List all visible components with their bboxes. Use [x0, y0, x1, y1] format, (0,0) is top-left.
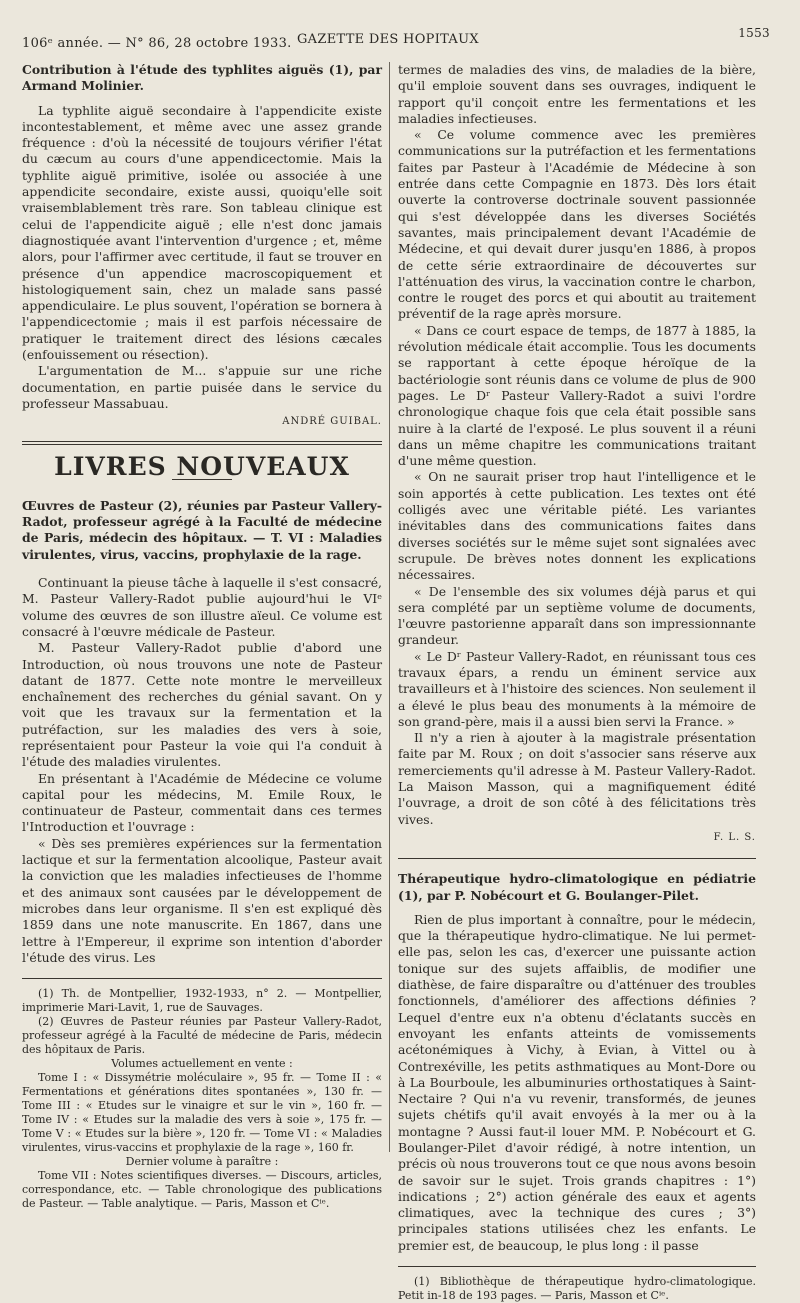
footnotes [22, 987, 382, 1211]
footnote: Tome VII : Notes scientifiques diverses. — Discours, articles, correspondance, etc. — Table chronologique des publications de Pasteur. — Table analytique. — Paris, Masson et Cⁱᵉ. [22, 1169, 382, 1211]
article-signature: F. L. S. [713, 831, 756, 843]
article-paragraph: Continuant la pieuse tâche à laquelle il s'est consacré, M. Pasteur Vallery-Radot publie aujourd'hui le VIᵉ volume des œuvres de son illustre aïeul. Ce volume est consacré à l'œuvre médicale de Pasteur. [22, 575, 382, 639]
footnotes [398, 1275, 756, 1303]
article-divider [398, 858, 756, 859]
section-divider [22, 441, 382, 445]
footnote-divider [22, 978, 382, 979]
article-paragraph: En présentant à l'Académie de Médecine ce volume capital pour les médecins, M. Emile Roux, le continuateur de Pasteur, commentait dans ces termes l'Introduction et l'ouvrage : [22, 770, 382, 835]
footnote: (2) Œuvres de Pasteur réunies par Pasteur Vallery-Radot, professeur agrégé à la Faculté de médecine de Paris, médecin des hôpitaux de Paris. [22, 1015, 382, 1057]
article-signature: ANDRÉ GUIBAL. [282, 416, 382, 428]
footnote: Dernier volume à paraître : [125, 1155, 279, 1169]
section-title: LIVRES NOUVEAUX [54, 451, 350, 481]
footnote: (1) Bibliothèque de thérapeutique hydro-climatologique. Petit in-18 de 193 pages. — Paris, Masson et Cⁱᵉ. [398, 1275, 756, 1303]
article-paragraph: « Dès ses premières expériences sur la fermentation lactique et sur la fermentation alcoolique, Pasteur avait la conviction que les maladies infectieuses de l'homme et des animaux sont causées par le développement de microbes dans leur organisme. Il s'en est expliqué dès 1859 dans une note manuscrite. En 1867, dans une lettre à l'Empereur, il exprime son intention d'aborder l'étude des virus. Les [22, 835, 382, 965]
page-header [22, 26, 778, 54]
article-paragraph: L'argumentation de M... s'appuie sur une riche documentation, en partie puisée dans le service du professeur Massabuau. [22, 363, 382, 411]
footnote: Tome I : « Dissymétrie moléculaire », 95 fr. — Tome II : « Fermentations et générations dites spontanées », 130 fr. — Tome III : « Etudes sur le vinaigre et sur le vin », 160 fr. — Tome IV : « Etudes sur la maladie des vers à soie », 175 fr. — Tome V : « Etudes sur la bière », 120 fr. — Tome VI : « Maladies virulentes, virus-vaccins et prophylaxie de la rage », 160 fr. [22, 1071, 382, 1155]
article-paragraph: La typhlite aiguë secondaire à l'appendicite existe incontestablement, et même avec une assez grande fréquence : d'où la nécessité de toujours vérifier l'état du cæcum au cours d'une appendicectomie. Mais la typhlite aiguë primitive, isolée ou associée à une appendicite secondaire, existe aussi, quoiqu'elle soit vraisemblablement très rare. Son tableau clinique est celui de l'appendicite aiguë ; elle n'est donc jamais diagnostiquée avant l'intervention d'urgence ; et, même alors, pour l'affirmer avec certitude, il faut se trouver en présence d'un appendice macroscopiquement et histologiquement sain, chez un malade sans passé appendiculaire. Le plus souvent, l'opération se bornera à l'appendicectomie ; mais il est parfois nécessaire de pratiquer le traitement direct des lésions cæcales (enfouissement ou résection). [22, 102, 382, 363]
article-paragraph: « Ce volume commence avec les premières communications sur la putréfaction et les fermentations faites par Pasteur à l'Académie de Médecine à son entrée dans cette Compagnie en 1873. Dès lors était ouverte la controverse doctrinale souvent passionnée qui s'est développée dans les diverses Sociétés savantes, mais principalement devant l'Académie de Médecine, et qui devait durer jusqu'en 1886, à propos de cette série extraordinaire de découvertes sur l'atténuation des virus, la vaccination contre le charbon, contre le rouget des porcs et qui aboutit au traitement préventif de la rage après morsure. [398, 127, 756, 322]
article-paragraph: « On ne saurait priser trop haut l'intelligence et le soin apportés à cette publication. Les textes ont été colligés avec une véritable piété. Les variantes inévitables dans des communications faites dans diverses sociétés sur le même sujet sont signalées avec scrupule. De brèves notes donnent les explications nécessaires. [398, 469, 756, 583]
footnote: Volumes actuellement en vente : [111, 1057, 293, 1071]
right-column [398, 62, 756, 1303]
left-column [22, 62, 382, 1211]
article-paragraph: termes de maladies des vins, de maladies de la bière, qu'il emploie souvent dans ses ouvrages, indiquent le rapport qu'il conçoit entre les fermentations et les maladies infectieuses. [398, 62, 756, 126]
article-paragraph: M. Pasteur Vallery-Radot publie d'abord une Introduction, où nous trouvons une note de Pasteur datant de 1877. Cette note montre le merveilleux enchaînement des recherches du génial savant. On y voit que les travaux sur la fermentation et la putréfaction, sur les maladies des vers à soie, représentaient pour Pasteur la voie qui l'a conduit à l'étude des maladies virulentes. [22, 640, 382, 770]
page-number: 1553 [738, 26, 770, 40]
journal-title: GAZETTE DES HOPITAUX [297, 32, 479, 47]
issue-info: 106ᵉ année. — N° 86, 28 octobre 1933. [22, 36, 292, 51]
article-title-pasteur: Œuvres de Pasteur (2), réunies par Pasteur Vallery-Radot, professeur agrégé à la Faculté de médecine de Paris, médecin des hôpitaux. — T. VI : Maladies virulentes, virus, vaccins, prophylaxie de la rage. [22, 497, 382, 562]
article-title-typhlites: Contribution à l'étude des typhlites aiguës (1), par Armand Molinier. [22, 62, 382, 94]
article-title-therapeutique: Thérapeutique hydro-climatologique en pédiatrie (1), par P. Nobécourt et G. Boulanger-Pilet. [398, 871, 756, 903]
column-divider [389, 62, 390, 1152]
footnote-divider [398, 1266, 756, 1267]
article-paragraph: « De l'ensemble des six volumes déjà parus et qui sera complété par un septième volume de documents, l'œuvre pastorienne apparaît dans son impressionnante grandeur. [398, 583, 756, 648]
article-paragraph: Il n'y a rien à ajouter à la magistrale présentation faite par M. Roux ; on doit s'associer sans réserve aux remerciements qu'il adresse à M. Pasteur Vallery-Radot. La Maison Masson, qui a magnifiquement édité l'ouvrage, a droit de son côté à des félicitations très vives. [398, 730, 756, 827]
article-paragraph: « Le Dʳ Pasteur Vallery-Radot, en réunissant tous ces travaux épars, a rendu un éminent service aux travailleurs et à l'histoire des sciences. Non seulement il a élevé le plus beau des monuments à la mémoire de son grand-père, mais il a aussi bien servi la France. » [398, 648, 756, 729]
footnote: (1) Th. de Montpellier, 1932-1933, n° 2. — Montpellier, imprimerie Mari-Lavit, 1, rue de Sauvages. [22, 987, 382, 1015]
article-paragraph: « Dans ce court espace de temps, de 1877 à 1885, la révolution médicale était accomplie. Tous les documents se rapportant à cette époque héroïque de la bactériologie sont réunis dans ce volume de plus de 900 pages. Le Dʳ Pasteur Vallery-Radot a suivi l'ordre chronologique chaque fois que cela était possible sans nuire à la clarté de l'exposé. Le plus souvent il a réuni dans un même chapitre les communications traitant d'une même question. [398, 322, 756, 469]
article-paragraph: Rien de plus important à connaître, pour le médecin, que la thérapeutique hydro-climatique. Ne lui permet-elle pas, selon les cas, d'exercer une puissante action tonique sur des sujets affaiblis, de modifier une diathèse, de faire disparaître ou d'atténuer des troubles fonctionnels, d'améliorer des affections définies ? Lequel d'entre eux n'a obtenu d'éclatants succès en envoyant les enfants atteints de vomissements acétonémiques à Vichy, à Evian, à Vittel ou à Contrexéville, les petits asthmatiques au Mont-Dore ou à La Bourboule, les albuminuries orthostatiques à Saint-Nectaire ? Qui n'a vu revenir, transformés, de jeunes sujets chétifs qu'il avait envoyés à la mer ou à la montagne ? Aussi faut-il louer MM. P. Nobécourt et G. Boulanger-Pilet d'avoir rédigé, à notre intention, un précis où nous trouverons tout ce que nous avons besoin de savoir sur le sujet. Trois grands chapitres : 1°) indications ; 2°) action générale des eaux et agents climatiques, avec la technique des cures ; 3°) principales stations utilisées chez les enfants. Le premier est, de beaucoup, le plus long : il passe [398, 911, 756, 1253]
